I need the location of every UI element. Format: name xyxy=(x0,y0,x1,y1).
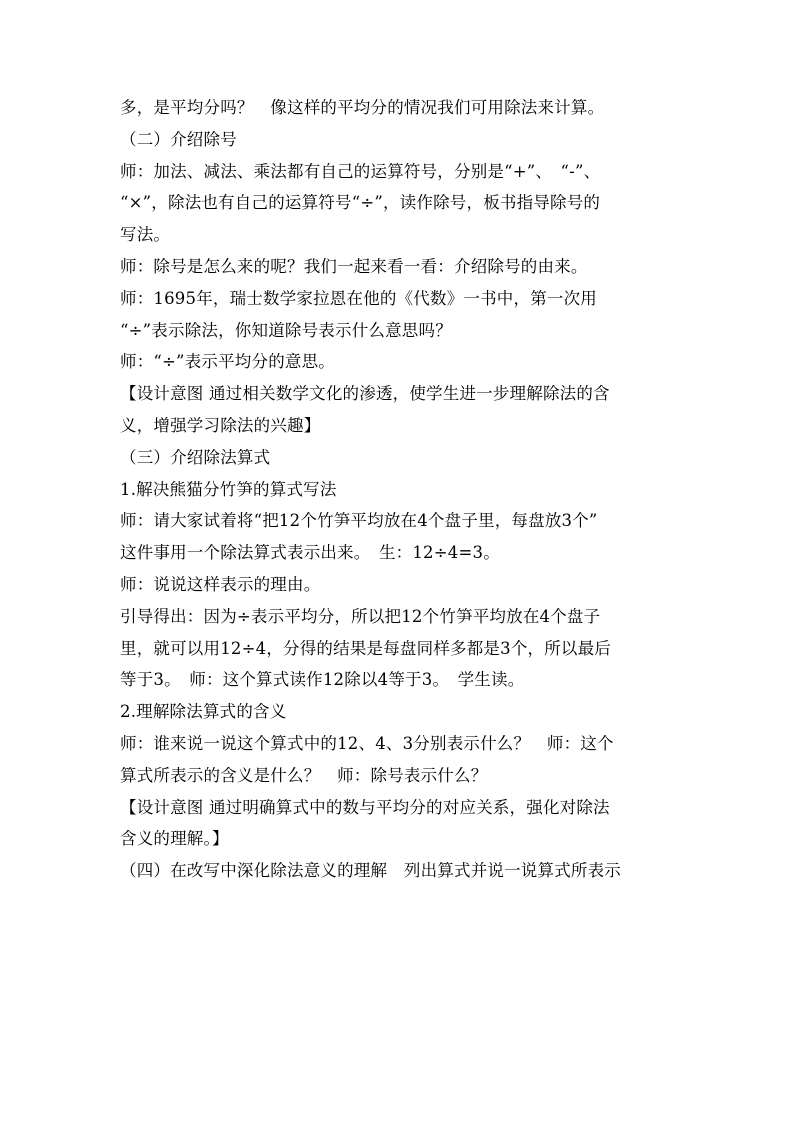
design-intent-note: 含义的理解。】 xyxy=(120,829,229,849)
text-line: 师：请大家试着将“把12个竹笋平均放在4个盘子里，每盘放3个” xyxy=(120,511,598,531)
subsection-heading: 1.解决熊猫分竹笋的算式写法 xyxy=(120,479,337,499)
text-line: 写法。 xyxy=(120,225,171,245)
text-line: 师：1695年，瑞士数学家拉恩在他的《代数》一书中，第一次用 xyxy=(120,288,597,308)
document-body xyxy=(120,92,680,887)
design-intent-note: 义，增强学习除法的兴趣】 xyxy=(120,415,321,435)
section-heading: （四）在改写中深化除法意义的理解 列出算式并说一说算式所表示 xyxy=(120,861,621,881)
section-heading: （二）介绍除号 xyxy=(120,129,237,149)
text-line: 等于3。 师：这个算式读作12除以4等于3。 学生读。 xyxy=(120,670,525,690)
text-line: 算式所表示的含义是什么？ 师：除号表示什么？ xyxy=(120,765,488,785)
text-line: “×”，除法也有自己的运算符号“÷”，读作除号，板书指导除号的 xyxy=(120,193,601,213)
text-line: “÷”表示除法，你知道除号表示什么意思吗？ xyxy=(120,320,452,340)
text-line: 师：说说这样表示的理由。 xyxy=(120,574,321,594)
text-line: 师：加法、减法、乘法都有自己的运算符号，分别是“+”、 “-”、 xyxy=(120,161,601,181)
text-line: 里，就可以用12÷4，分得的结果是每盘同样多都是3个，所以最后 xyxy=(120,638,612,658)
text-line: 多，是平均分吗？ 像这样的平均分的情况我们可用除法来计算。 xyxy=(120,98,605,117)
subsection-heading: 2.理解除法算式的含义 xyxy=(120,702,287,722)
text-line: 师：谁来说一说这个算式中的12、4、3分别表示什么？ 师：这个 xyxy=(120,733,614,753)
text-line: 这件事用一个除法算式表示出来。 生：12÷4=3。 xyxy=(120,543,500,563)
text-line: 师：“÷”表示平均分的意思。 xyxy=(120,352,335,372)
design-intent-note: 【设计意图 通过相关数学文化的渗透，使学生进一步理解除法的含 xyxy=(120,384,610,404)
design-intent-note: 【设计意图 通过明确算式中的数与平均分的对应关系，强化对除法 xyxy=(120,797,610,817)
section-heading: （三）介绍除法算式 xyxy=(120,447,271,467)
text-line: 师：除号是怎么来的呢？我们一起来看一看：介绍除号的由来。 xyxy=(120,256,588,276)
text-line: 引导得出：因为÷表示平均分，所以把12个竹笋平均放在4个盘子 xyxy=(120,606,601,626)
